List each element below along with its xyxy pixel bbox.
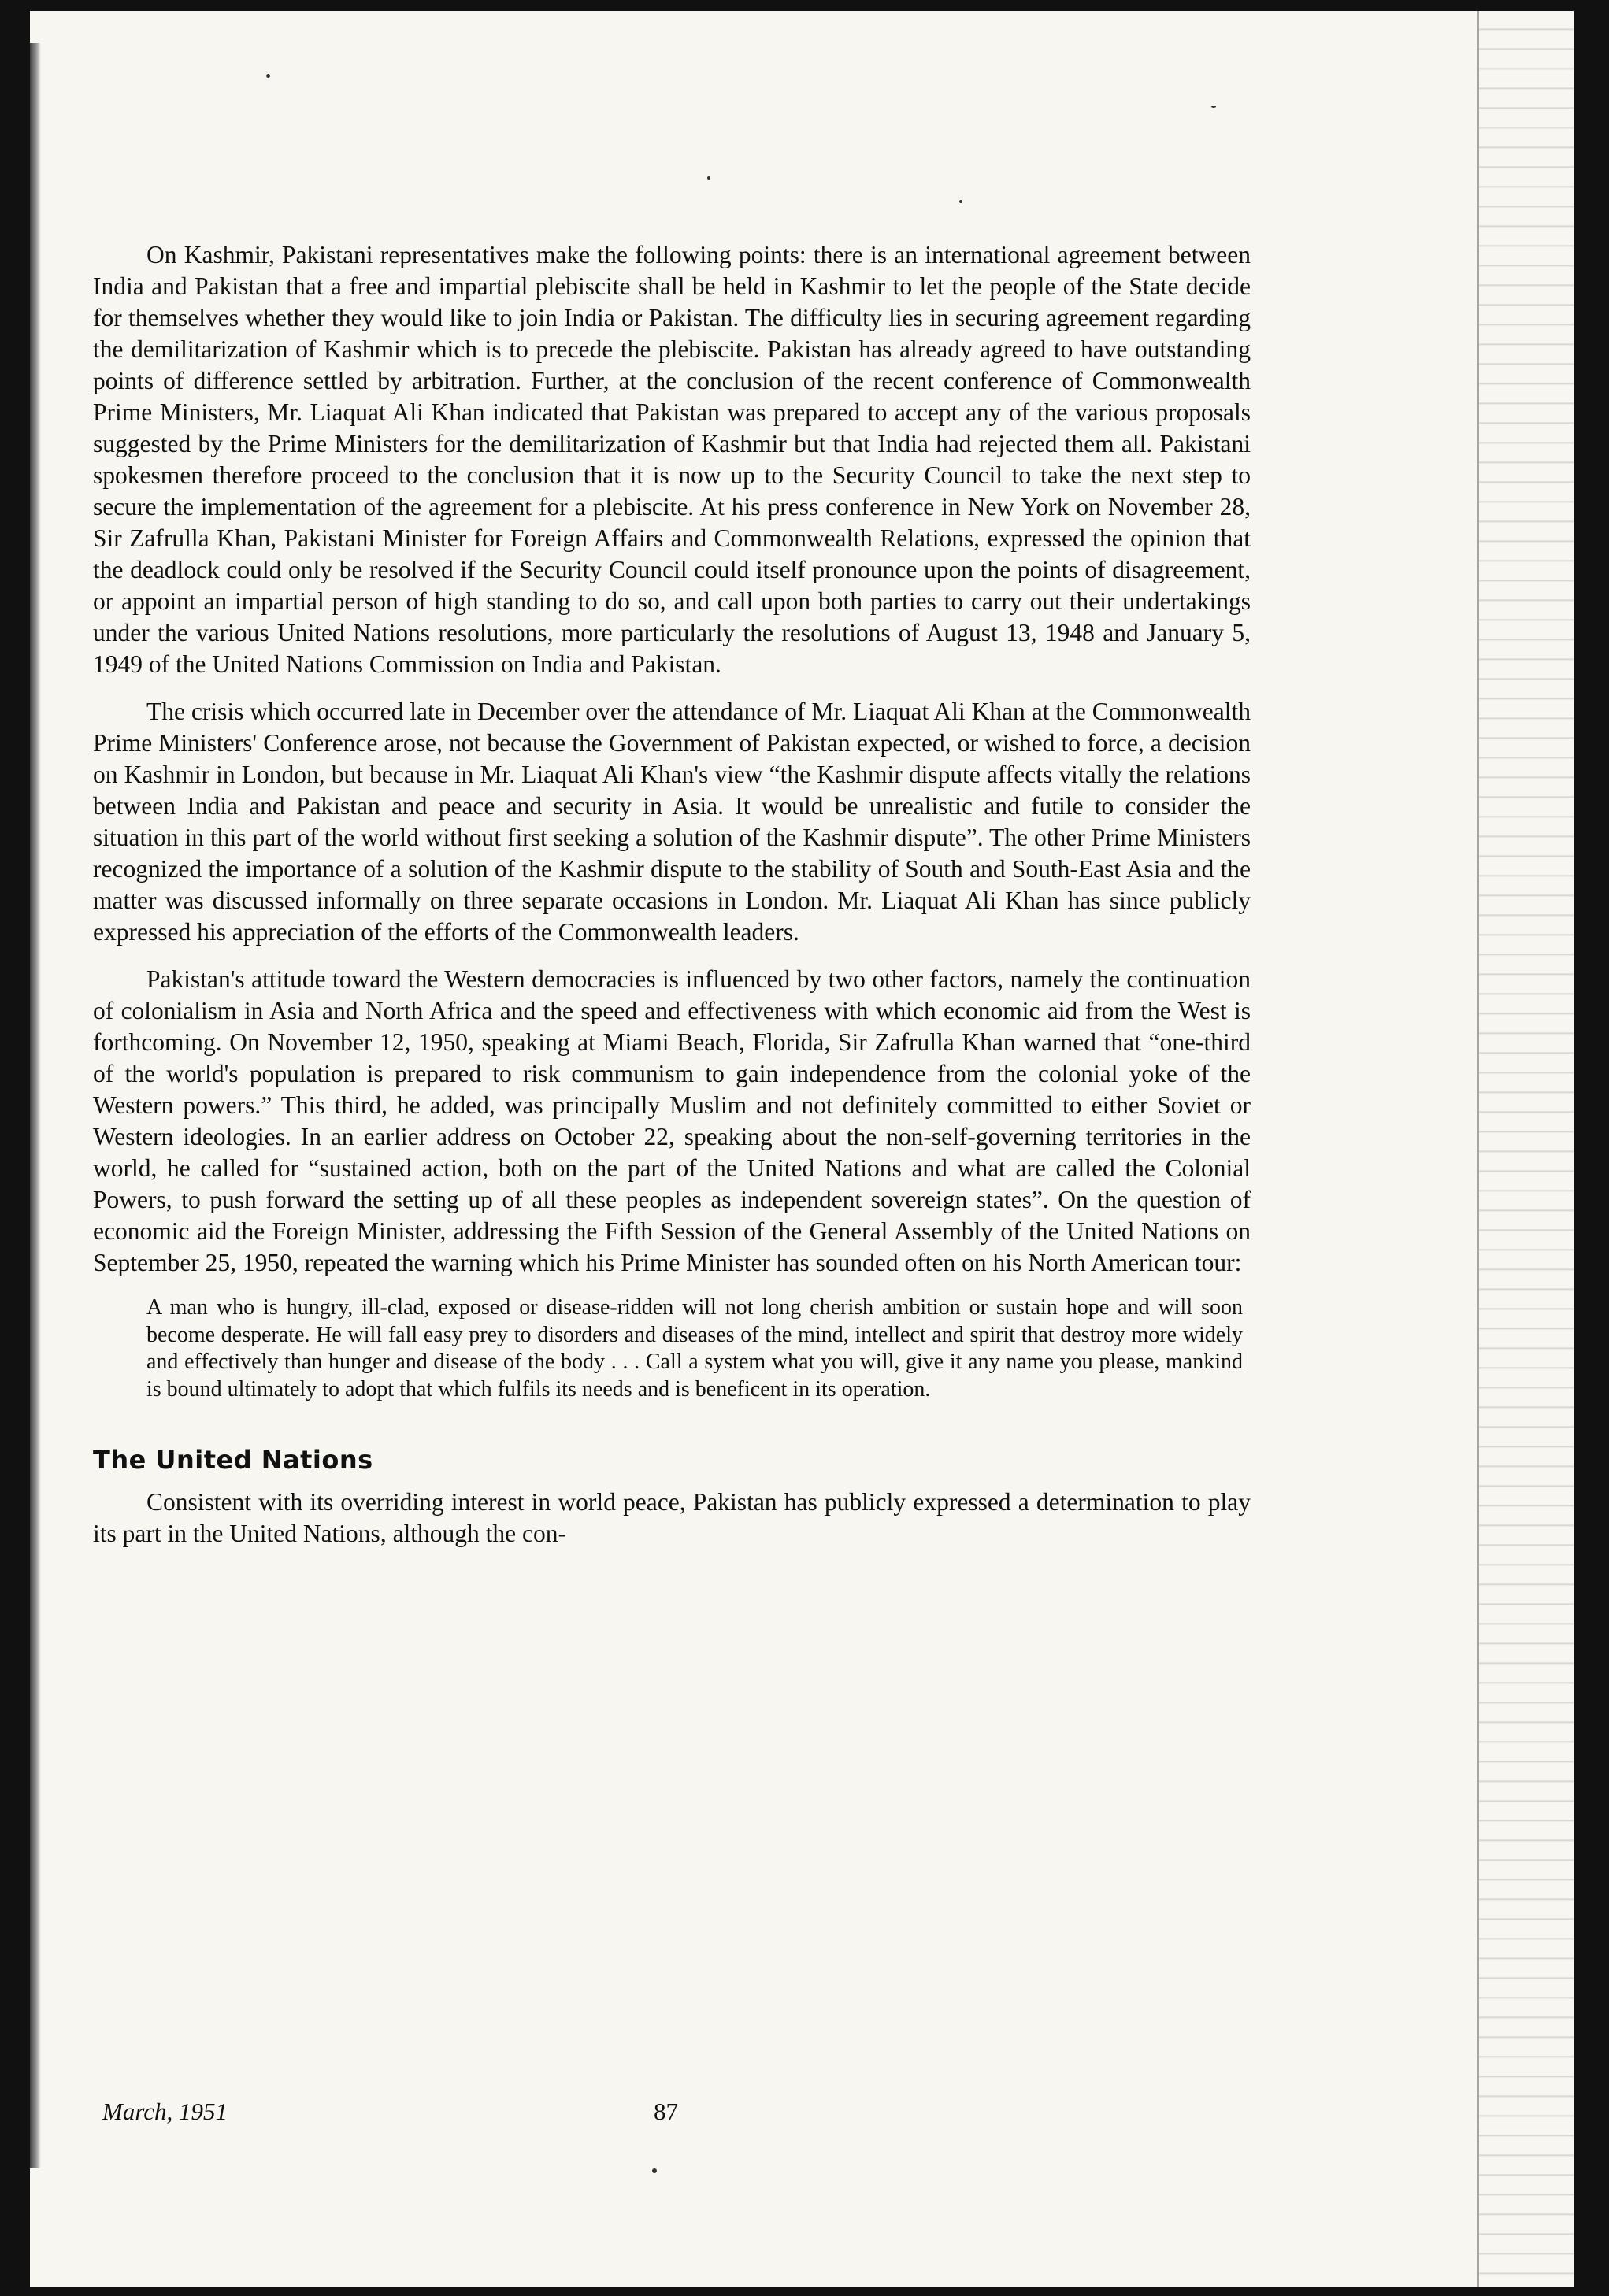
issue-date: March, 1951: [102, 2098, 228, 2125]
scan-speck: [959, 200, 962, 203]
article-body: [93, 239, 1251, 1565]
page-number: 87: [654, 2098, 678, 2125]
scan-speck: [1211, 106, 1216, 108]
body-paragraph-kashmir: On Kashmir, Pakistani representatives make the following points: there is an international agreement between India and Pakistan that a free and impartial plebiscite shall be held in Kashmir to let the people of the State decide for themselves whether they would like to join India or Pakistan. The difficulty lies in securing agreement regarding the demilitarization of Kashmir which is to precede the plebiscite. Pakistan has already agreed to have outstanding points of difference settled by arbitration. Further, at the conclusion of the recent conference of Commonwealth Prime Ministers, Mr. Liaquat Ali Khan indicated that Pakistan was prepared to accept any of the various proposals suggested by the Prime Ministers for the demilitarization of Kashmir but that India had rejected them all. Pakistani spokesmen therefore proceed to the conclusion that it is now up to the Security Council to take the next step to secure the implementation of the agreement for a plebiscite. At his press conference in New York on November 28, Sir Zafrulla Khan, Pakistani Minister for Foreign Affairs and Commonwealth Relations, expressed the opinion that the deadlock could only be resolved if the Security Council could itself pronounce upon the points of disagreement, or appoint an impartial person of high standing to do so, and call upon both parties to carry out their undertakings under the various United Nations resolutions, more particularly the resolutions of August 13, 1948 and January 5, 1949 of the United Nations Commission on India and Pakistan.: [93, 241, 1251, 678]
binding-edge-shadow: [30, 43, 41, 2168]
scan-speck: [707, 176, 710, 180]
section-heading: The United Nations: [93, 1445, 373, 1475]
body-paragraph-united-nations: Consistent with its overriding interest in world peace, Pakistan has publicly expressed a determination to play its part in the United Nations, although the con-: [93, 1488, 1251, 1547]
body-paragraph-western-democracies: Pakistan's attitude toward the Western democracies is influenced by two other factors, namely the continuation of colonialism in Asia and North Africa and the speed and effectiveness with which economic aid from the West is forthcoming. On November 12, 1950, speaking at Miami Beach, Florida, Sir Zafrulla Khan warned that “one-third of the world's population is prepared to risk communism to gain independence from the colonial yoke of the Western powers.” This third, he added, was principally Muslim and not definitely committed to either Soviet or Western ideologies. In an earlier address on October 22, speaking about the non-self-governing territories in the world, he called for “sustained action, both on the part of the United Nations and what are called the Colonial Powers, to push forward the setting up of all these peoples as independent sovereign states”. On the question of economic aid the Foreign Minister, addressing the Fifth Session of the General Assembly of the United Nations on September 25, 1950, repeated the warning which his Prime Minister has sounded often on his North American tour:: [93, 965, 1251, 1276]
block-quote: A man who is hungry, ill-clad, exposed or disease-ridden will not long cherish ambition or sustain hope and will soon become desperate. He will fall easy prey to disorders and diseases of the mind, intellect and spirit that destroy more widely and effectively than hunger and disease of the body . . . Call a system what you will, give it any name you please, mankind is bound ultimately to adopt that which fulfils its needs and is beneficent in its operation.: [146, 1295, 1243, 1402]
document-page: [30, 11, 1574, 2287]
scan-speck: [652, 2168, 657, 2173]
body-paragraph-crisis: The crisis which occurred late in December over the attendance of Mr. Liaquat Ali Khan at the Commonwealth Prime Ministers' Conference arose, not because the Government of Pakistan expected, or wished to force, a decision on Kashmir in London, but because in Mr. Liaquat Ali Khan's view “the Kashmir dispute affects vitally the relations between India and Pakistan and peace and security in Asia. It would be unrealistic and futile to consider the situation in this part of the world without first seeking a solution of the Kashmir dispute”. The other Prime Ministers recognized the importance of a solution of the Kashmir dispute to the stability of South and South-East Asia and the matter was discussed informally on three separate occasions in London. Mr. Liaquat Ali Khan has since publicly expressed his appreciation of the efforts of the Commonwealth leaders.: [93, 698, 1251, 946]
scan-speck: [266, 74, 270, 78]
page-footer: [102, 2098, 1189, 2137]
adjacent-page-edge: [1477, 11, 1574, 2287]
